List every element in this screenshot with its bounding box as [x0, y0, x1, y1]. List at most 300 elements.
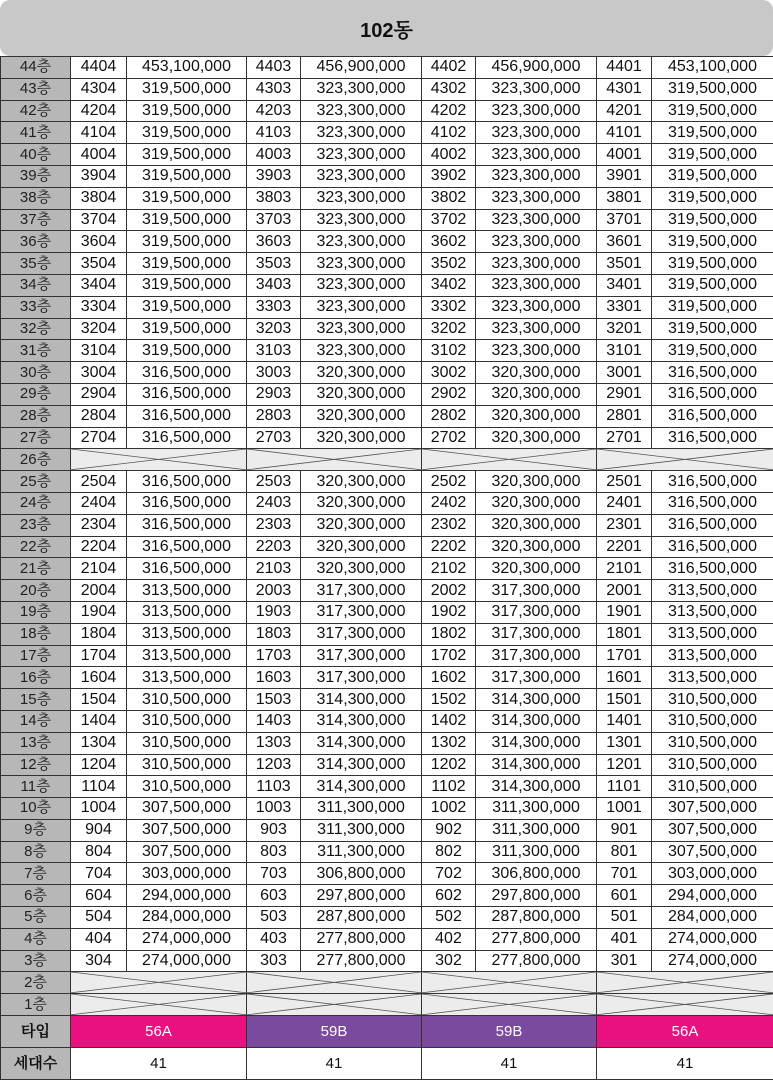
unit-price: 314,300,000	[301, 776, 422, 798]
unit-price: 323,300,000	[301, 209, 422, 231]
unit-number: 3602	[422, 231, 476, 253]
unit-number: 3103	[247, 340, 301, 362]
floor-label: 26층	[1, 449, 71, 471]
unit-number: 3204	[71, 318, 127, 340]
unit-price: 320,300,000	[476, 383, 597, 405]
unit-price: 310,500,000	[652, 732, 773, 754]
unit-number: 3403	[247, 274, 301, 296]
household-count-cell: 41	[247, 1048, 422, 1080]
cross-mark	[597, 972, 773, 993]
unit-number: 1601	[597, 667, 652, 689]
unit-number: 2502	[422, 471, 476, 493]
cross-mark	[422, 994, 596, 1015]
unit-price: 310,500,000	[652, 689, 773, 711]
unit-number: 3804	[71, 187, 127, 209]
unit-number: 2703	[247, 427, 301, 449]
floor-row	[1, 928, 773, 950]
unit-price: 320,300,000	[301, 427, 422, 449]
unit-price: 323,300,000	[301, 144, 422, 166]
unit-number: 2803	[247, 405, 301, 427]
unit-number: 2704	[71, 427, 127, 449]
unit-number: 1703	[247, 645, 301, 667]
floor-label: 25층	[1, 471, 71, 493]
unit-price: 319,500,000	[652, 187, 773, 209]
unit-number: 3002	[422, 362, 476, 384]
unit-number: 3304	[71, 296, 127, 318]
unit-number: 903	[247, 819, 301, 841]
unit-price: 314,300,000	[476, 754, 597, 776]
unit-number: 3801	[597, 187, 652, 209]
unit-number: 1802	[422, 623, 476, 645]
type-cell: 59B	[247, 1016, 422, 1048]
floor-label: 22층	[1, 536, 71, 558]
unit-price: 317,300,000	[476, 645, 597, 667]
unit-price: 323,300,000	[476, 253, 597, 275]
cross-mark	[422, 972, 596, 993]
unit-number: 1003	[247, 798, 301, 820]
unit-price: 319,500,000	[652, 274, 773, 296]
unit-number: 1402	[422, 710, 476, 732]
unit-number: 1502	[422, 689, 476, 711]
floor-label: 28층	[1, 405, 71, 427]
unit-number: 2802	[422, 405, 476, 427]
unit-number: 3401	[597, 274, 652, 296]
unit-number: 1903	[247, 601, 301, 623]
cross-mark	[71, 994, 246, 1015]
unit-price: 319,500,000	[652, 100, 773, 122]
floor-row	[1, 427, 773, 449]
floor-row	[1, 645, 773, 667]
unit-number: 3702	[422, 209, 476, 231]
unit-number: 1302	[422, 732, 476, 754]
unit-number: 1201	[597, 754, 652, 776]
unit-number: 4103	[247, 122, 301, 144]
unit-price: 317,300,000	[301, 580, 422, 602]
unit-number: 601	[597, 885, 652, 907]
unit-price: 317,300,000	[476, 601, 597, 623]
unit-price: 320,300,000	[476, 514, 597, 536]
unit-price: 316,500,000	[652, 514, 773, 536]
unit-number: 604	[71, 885, 127, 907]
unit-number: 1404	[71, 710, 127, 732]
household-count-row	[1, 1048, 773, 1080]
floor-label: 41층	[1, 122, 71, 144]
unit-number: 3102	[422, 340, 476, 362]
unit-price: 319,500,000	[127, 187, 247, 209]
unit-number: 804	[71, 841, 127, 863]
unit-number: 2202	[422, 536, 476, 558]
unit-price: 323,300,000	[301, 187, 422, 209]
unit-number: 2303	[247, 514, 301, 536]
unit-number: 1301	[597, 732, 652, 754]
floor-row	[1, 972, 773, 994]
unit-price: 323,300,000	[476, 340, 597, 362]
empty-unit-cell	[247, 972, 422, 994]
unit-number: 1203	[247, 754, 301, 776]
unit-price: 320,300,000	[476, 492, 597, 514]
unit-number: 1702	[422, 645, 476, 667]
unit-price: 313,500,000	[127, 601, 247, 623]
unit-number: 2403	[247, 492, 301, 514]
unit-price: 323,300,000	[301, 340, 422, 362]
unit-number: 2104	[71, 558, 127, 580]
unit-number: 2402	[422, 492, 476, 514]
unit-price: 319,500,000	[127, 274, 247, 296]
unit-number: 3803	[247, 187, 301, 209]
unit-price: 307,500,000	[652, 798, 773, 820]
unit-price: 323,300,000	[301, 78, 422, 100]
unit-number: 4003	[247, 144, 301, 166]
unit-number: 801	[597, 841, 652, 863]
unit-price: 320,300,000	[301, 536, 422, 558]
empty-unit-cell	[597, 972, 773, 994]
unit-price: 319,500,000	[652, 122, 773, 144]
unit-price: 453,100,000	[127, 57, 247, 79]
type-cell: 59B	[422, 1016, 597, 1048]
empty-unit-cell	[597, 449, 773, 471]
unit-price: 319,500,000	[652, 318, 773, 340]
floor-label: 1층	[1, 994, 71, 1016]
unit-price: 456,900,000	[476, 57, 597, 79]
unit-price: 320,300,000	[301, 492, 422, 514]
unit-number: 1503	[247, 689, 301, 711]
unit-number: 4404	[71, 57, 127, 79]
floor-label: 42층	[1, 100, 71, 122]
unit-price: 319,500,000	[127, 122, 247, 144]
unit-number: 2301	[597, 514, 652, 536]
floor-label: 10층	[1, 798, 71, 820]
unit-number: 2701	[597, 427, 652, 449]
floor-row	[1, 274, 773, 296]
floor-label: 12층	[1, 754, 71, 776]
floor-row	[1, 296, 773, 318]
unit-number: 3601	[597, 231, 652, 253]
unit-price: 311,300,000	[476, 841, 597, 863]
unit-price: 314,300,000	[476, 776, 597, 798]
floor-row	[1, 209, 773, 231]
unit-price: 303,000,000	[127, 863, 247, 885]
unit-number: 4401	[597, 57, 652, 79]
unit-price: 316,500,000	[652, 536, 773, 558]
unit-price: 319,500,000	[127, 231, 247, 253]
unit-price: 311,300,000	[476, 819, 597, 841]
unit-number: 4301	[597, 78, 652, 100]
summary-rows	[1, 1016, 773, 1080]
unit-price: 274,000,000	[652, 928, 773, 950]
unit-number: 1401	[597, 710, 652, 732]
floor-label: 37층	[1, 209, 71, 231]
unit-price: 284,000,000	[127, 907, 247, 929]
unit-number: 4201	[597, 100, 652, 122]
floor-row	[1, 907, 773, 929]
unit-price: 323,300,000	[301, 296, 422, 318]
unit-price: 316,500,000	[652, 492, 773, 514]
unit-number: 402	[422, 928, 476, 950]
empty-unit-cell	[422, 972, 597, 994]
floor-row	[1, 383, 773, 405]
unit-number: 3004	[71, 362, 127, 384]
cross-mark	[597, 994, 773, 1015]
unit-number: 2102	[422, 558, 476, 580]
floor-row	[1, 100, 773, 122]
floor-label: 5층	[1, 907, 71, 929]
unit-number: 1801	[597, 623, 652, 645]
unit-number: 401	[597, 928, 652, 950]
unit-price: 317,300,000	[301, 623, 422, 645]
unit-number: 802	[422, 841, 476, 863]
cross-mark	[247, 449, 421, 470]
unit-number: 503	[247, 907, 301, 929]
unit-number: 1103	[247, 776, 301, 798]
unit-number: 1602	[422, 667, 476, 689]
unit-number: 2103	[247, 558, 301, 580]
unit-price: 319,500,000	[652, 78, 773, 100]
floor-label: 24층	[1, 492, 71, 514]
unit-number: 502	[422, 907, 476, 929]
unit-price: 294,000,000	[127, 885, 247, 907]
unit-price: 456,900,000	[301, 57, 422, 79]
unit-number: 2504	[71, 471, 127, 493]
cross-mark	[247, 994, 421, 1015]
unit-number: 2003	[247, 580, 301, 602]
unit-number: 1803	[247, 623, 301, 645]
empty-unit-cell	[597, 994, 773, 1016]
floor-row	[1, 623, 773, 645]
unit-price: 320,300,000	[476, 471, 597, 493]
unit-number: 3603	[247, 231, 301, 253]
unit-price: 274,000,000	[652, 950, 773, 972]
unit-price: 320,300,000	[476, 362, 597, 384]
unit-price: 323,300,000	[301, 165, 422, 187]
unit-price: 316,500,000	[652, 558, 773, 580]
unit-price: 323,300,000	[301, 253, 422, 275]
unit-price: 323,300,000	[476, 122, 597, 144]
unit-price: 307,500,000	[652, 819, 773, 841]
unit-number: 1904	[71, 601, 127, 623]
unit-price: 320,300,000	[301, 558, 422, 580]
unit-number: 3703	[247, 209, 301, 231]
unit-number: 2404	[71, 492, 127, 514]
unit-price: 314,300,000	[301, 732, 422, 754]
unit-number: 3003	[247, 362, 301, 384]
unit-number: 4203	[247, 100, 301, 122]
unit-price: 287,800,000	[301, 907, 422, 929]
unit-number: 3902	[422, 165, 476, 187]
unit-price: 313,500,000	[652, 667, 773, 689]
unit-number: 403	[247, 928, 301, 950]
unit-number: 1001	[597, 798, 652, 820]
floor-row	[1, 841, 773, 863]
floor-label: 32층	[1, 318, 71, 340]
unit-price: 284,000,000	[652, 907, 773, 929]
unit-price: 311,300,000	[476, 798, 597, 820]
unit-number: 3001	[597, 362, 652, 384]
unit-price: 307,500,000	[127, 819, 247, 841]
unit-price: 310,500,000	[652, 776, 773, 798]
unit-number: 1304	[71, 732, 127, 754]
unit-price: 319,500,000	[127, 209, 247, 231]
unit-number: 1704	[71, 645, 127, 667]
unit-number: 902	[422, 819, 476, 841]
floor-label: 40층	[1, 144, 71, 166]
unit-number: 4104	[71, 122, 127, 144]
unit-price: 313,500,000	[652, 601, 773, 623]
floor-label: 18층	[1, 623, 71, 645]
floor-label: 27층	[1, 427, 71, 449]
floor-label: 44층	[1, 57, 71, 79]
unit-number: 3901	[597, 165, 652, 187]
unit-number: 4204	[71, 100, 127, 122]
floor-label: 34층	[1, 274, 71, 296]
unit-number: 702	[422, 863, 476, 885]
unit-price: 316,500,000	[127, 405, 247, 427]
unit-price: 323,300,000	[301, 318, 422, 340]
unit-number: 3504	[71, 253, 127, 275]
unit-price: 319,500,000	[652, 165, 773, 187]
floor-label: 19층	[1, 601, 71, 623]
unit-price: 320,300,000	[301, 514, 422, 536]
unit-price: 323,300,000	[476, 100, 597, 122]
floor-row	[1, 776, 773, 798]
unit-price: 319,500,000	[652, 296, 773, 318]
floor-label: 6층	[1, 885, 71, 907]
floor-row	[1, 122, 773, 144]
unit-price: 320,300,000	[476, 405, 597, 427]
unit-price: 310,500,000	[127, 710, 247, 732]
unit-number: 1501	[597, 689, 652, 711]
unit-number: 3701	[597, 209, 652, 231]
unit-number: 4102	[422, 122, 476, 144]
unit-number: 1104	[71, 776, 127, 798]
floor-label: 3층	[1, 950, 71, 972]
unit-number: 2302	[422, 514, 476, 536]
unit-price: 313,500,000	[127, 667, 247, 689]
unit-number: 3303	[247, 296, 301, 318]
unit-number: 3502	[422, 253, 476, 275]
floor-row	[1, 798, 773, 820]
unit-price: 310,500,000	[127, 732, 247, 754]
floor-row	[1, 732, 773, 754]
unit-number: 2004	[71, 580, 127, 602]
unit-number: 1202	[422, 754, 476, 776]
floor-row	[1, 144, 773, 166]
unit-number: 803	[247, 841, 301, 863]
cross-mark	[71, 449, 246, 470]
floor-row	[1, 187, 773, 209]
unit-number: 2401	[597, 492, 652, 514]
unit-price: 323,300,000	[476, 187, 597, 209]
floor-row	[1, 57, 773, 79]
floor-row	[1, 558, 773, 580]
unit-price: 320,300,000	[301, 362, 422, 384]
unit-price: 317,300,000	[476, 623, 597, 645]
unit-number: 3201	[597, 318, 652, 340]
unit-number: 2901	[597, 383, 652, 405]
unit-number: 4202	[422, 100, 476, 122]
floor-row	[1, 601, 773, 623]
unit-number: 3302	[422, 296, 476, 318]
unit-price: 323,300,000	[476, 144, 597, 166]
unit-number: 1002	[422, 798, 476, 820]
unit-number: 3301	[597, 296, 652, 318]
unit-price: 307,500,000	[652, 841, 773, 863]
price-table	[0, 56, 773, 1080]
unit-price: 319,500,000	[127, 340, 247, 362]
unit-price: 306,800,000	[476, 863, 597, 885]
unit-number: 3501	[597, 253, 652, 275]
floor-row	[1, 449, 773, 471]
unit-price: 320,300,000	[301, 383, 422, 405]
unit-number: 701	[597, 863, 652, 885]
unit-number: 4004	[71, 144, 127, 166]
household-count-label: 세대수	[1, 1048, 71, 1080]
unit-price: 310,500,000	[652, 710, 773, 732]
floor-label: 17층	[1, 645, 71, 667]
unit-number: 3101	[597, 340, 652, 362]
unit-price: 310,500,000	[652, 754, 773, 776]
floor-label: 11층	[1, 776, 71, 798]
empty-unit-cell	[71, 994, 247, 1016]
unit-price: 320,300,000	[301, 471, 422, 493]
unit-price: 316,500,000	[127, 492, 247, 514]
unit-number: 603	[247, 885, 301, 907]
floor-label: 35층	[1, 253, 71, 275]
unit-number: 504	[71, 907, 127, 929]
unit-number: 4403	[247, 57, 301, 79]
unit-price: 323,300,000	[476, 165, 597, 187]
unit-number: 1101	[597, 776, 652, 798]
floor-label: 16층	[1, 667, 71, 689]
unit-number: 3903	[247, 165, 301, 187]
floor-label: 4층	[1, 928, 71, 950]
unit-price: 323,300,000	[476, 274, 597, 296]
floor-row	[1, 318, 773, 340]
unit-price: 317,300,000	[301, 601, 422, 623]
unit-price: 314,300,000	[476, 732, 597, 754]
unit-price: 314,300,000	[301, 754, 422, 776]
unit-price: 316,500,000	[652, 427, 773, 449]
unit-price: 320,300,000	[476, 536, 597, 558]
cross-mark	[247, 972, 421, 993]
unit-price: 319,500,000	[652, 209, 773, 231]
floor-label: 33층	[1, 296, 71, 318]
unit-number: 2503	[247, 471, 301, 493]
unit-price: 316,500,000	[652, 383, 773, 405]
unit-number: 904	[71, 819, 127, 841]
empty-unit-cell	[422, 449, 597, 471]
unit-number: 703	[247, 863, 301, 885]
unit-price: 310,500,000	[127, 689, 247, 711]
unit-price: 319,500,000	[127, 253, 247, 275]
unit-number: 4002	[422, 144, 476, 166]
unit-price: 323,300,000	[301, 231, 422, 253]
cross-mark	[597, 449, 773, 470]
unit-price: 317,300,000	[476, 580, 597, 602]
unit-price: 311,300,000	[301, 819, 422, 841]
unit-price: 319,500,000	[127, 144, 247, 166]
unit-number: 3704	[71, 209, 127, 231]
floor-row	[1, 253, 773, 275]
unit-number: 1102	[422, 776, 476, 798]
unit-price: 323,300,000	[476, 318, 597, 340]
floor-label: 31층	[1, 340, 71, 362]
unit-price: 319,500,000	[652, 253, 773, 275]
unit-number: 2203	[247, 536, 301, 558]
unit-number: 1303	[247, 732, 301, 754]
unit-price: 320,300,000	[301, 405, 422, 427]
floor-label: 15층	[1, 689, 71, 711]
floor-row	[1, 754, 773, 776]
